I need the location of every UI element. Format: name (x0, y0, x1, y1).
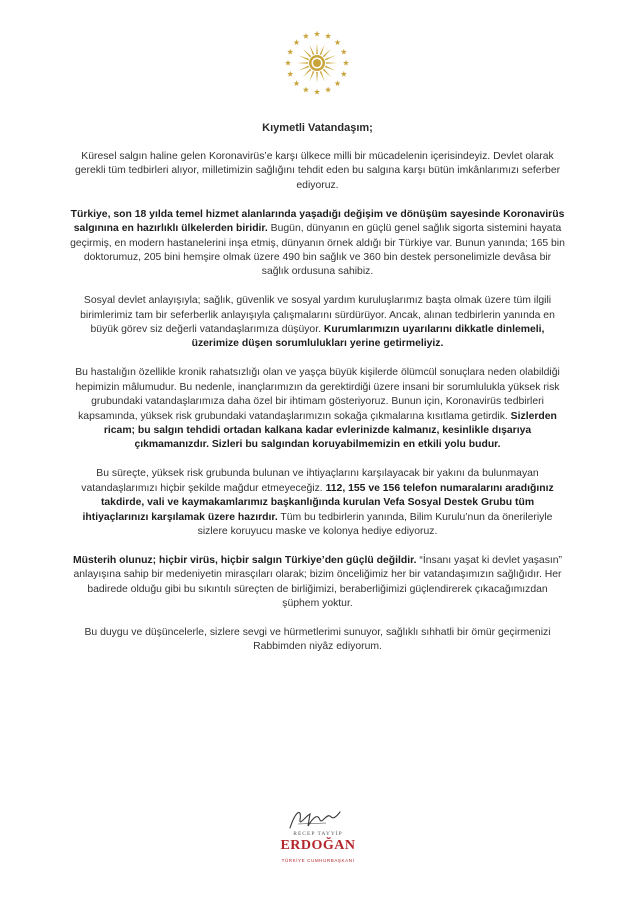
salutation: Kıymetli Vatandaşım; (262, 122, 373, 134)
bold-text-run: Sizlerden ricam; bu salgın tehdidi ortadan kalkana kadar evlerinizde kalmanız, kesinlikle dışarıya çıkmamanızdır. Sizleri bu salgından koruyabilmemizin en etkili yolu budur. (103, 410, 557, 451)
text-run: Bu süreçte, yüksek risk grubunda bulunan ve ihtiyaçlarını karşılayacak bir yakını da bulunmayan vatandaşlarımızı hiçbir şekilde mağdur etmeyeceğiz. (81, 468, 539, 494)
signature-block (268, 806, 368, 896)
bold-text-run: Müsterih olunuz; hiçbir virüs, hiçbir salgın Türkiye’den güçlü değildir. (72, 554, 417, 566)
text-run: Sosyal devlet anlayışıyla; sağlık, güvenlik ve sosyal yardım kuruluşlarımız başta olmak üzere tüm ilgili birimlerimiz tam bir seferberlik anlayışıyla çalışmalarını sürdürüyor. Ancak, alınan tedbirlerin yanında en büyük görev siz değerli vatandaşlarımıza düşüyor. (80, 295, 555, 336)
letter-paragraph (70, 150, 565, 193)
bold-text-run: Kurumlarımızın uyarılarını dikkatle dinlemeli, üzerimize düşen sorumlulukları yerine getirmeliyiz. (191, 324, 545, 350)
handwritten-signature (286, 806, 346, 832)
signature-first-name: RECEP TAYYİP (293, 831, 343, 837)
signature-last-name: ERDOĞAN (280, 838, 356, 853)
letter-paragraph (70, 554, 565, 612)
text-run: Tüm bu tedbirlerin yanında, Bilim Kurulu’nun da önerileriyle sizlere koruyucu maske ve kolonya hediye ediyoruz. (197, 511, 553, 537)
text-run: Bugün, dünyanın en güçlü genel sağlık sigorta sistemini hayata geçirmiş, en modern hastanelerini inşa etmiş, dünyanın örnek aldığı bir Türkiye var. Bunun yanında; 165 bin doktorumuz, 205 bini hemşire olmak üzere 490 bin sağlık ve 360 bin destek personelimizle devâsa bir sağlık ordusuna sahibiz. (70, 223, 565, 278)
text-run: Bu duygu ve düşüncelerle, sizlere sevgi ve hürmetlerimi sunuyor, sağlıklı sıhhatli bir ömür geçirmenizi Rabbimden niyâz ediyorum. (84, 626, 551, 653)
letter-paragraph (70, 294, 565, 352)
letter-paragraph (70, 366, 565, 452)
letter-paragraph (70, 626, 565, 655)
bold-text-run: Türkiye, son 18 yılda temel hizmet alanlarında yaşadığı değişim ve dönüşüm sayesinde Koronavirüs salgınına en hazırlıklı ülkelerden biridir. (70, 208, 565, 235)
letter-paragraph (70, 467, 565, 539)
signature-title: TÜRKİYE CUMHURBAŞKANI (281, 858, 355, 863)
letter-paragraph (70, 208, 565, 280)
bold-text-run: 112, 155 ve 156 telefon numaralarını aradığınız takdirde, vali ve kaymakamlarımız başkanlığında kurulan Vefa Sosyal Destek Grubu tüm ihtiyaçlarınızı karşılamak üzere hazırdır. (82, 482, 554, 523)
text-run: “İnsanı yaşat ki devlet yaşasın” anlayışına sahip bir medeniyetin mirasçıları olarak; bizim önceliğimiz her bir vatandaşımızın sağlığıdır. Her badirede olduğu gibi bu sıkıntılı süreçten de birliğimizi, beraberliğimizi güçlendirerek çıkacağımızdan şüphem yoktur. (73, 554, 563, 610)
text-run: Bu hastalığın özellikle kronik rahatsızlığı olan ve yaşça büyük kişilerde ölümcül sonuçlara neden olabildiği hepimizin mâlumudur. Bu nedenle, inançlarımızın da gerektirdiği üzere insani bir sorumlulukla yüksek risk grubundaki vatandaşlarımıza daha özel bir ihtimam gösteriyoruz. Bunun için, Koronavirüs tedbirleri kapsamında, yüksek risk grubundaki vatandaşlarımızın sokağa çıkmalarına kısıtlama getirdik. (75, 367, 560, 422)
letter-body (70, 150, 565, 669)
presidential-seal-icon (282, 28, 352, 98)
text-run: Küresel salgın haline gelen Koronavirüs’e karşı ülkece milli bir mücadelenin içerisindeyiz. Devlet olarak gerekli tüm tedbirleri alıyor, milletimizin sağlığını tehdit eden bu salgına karşı bütün imkânlarımızı seferber ediyoruz. (74, 151, 561, 191)
